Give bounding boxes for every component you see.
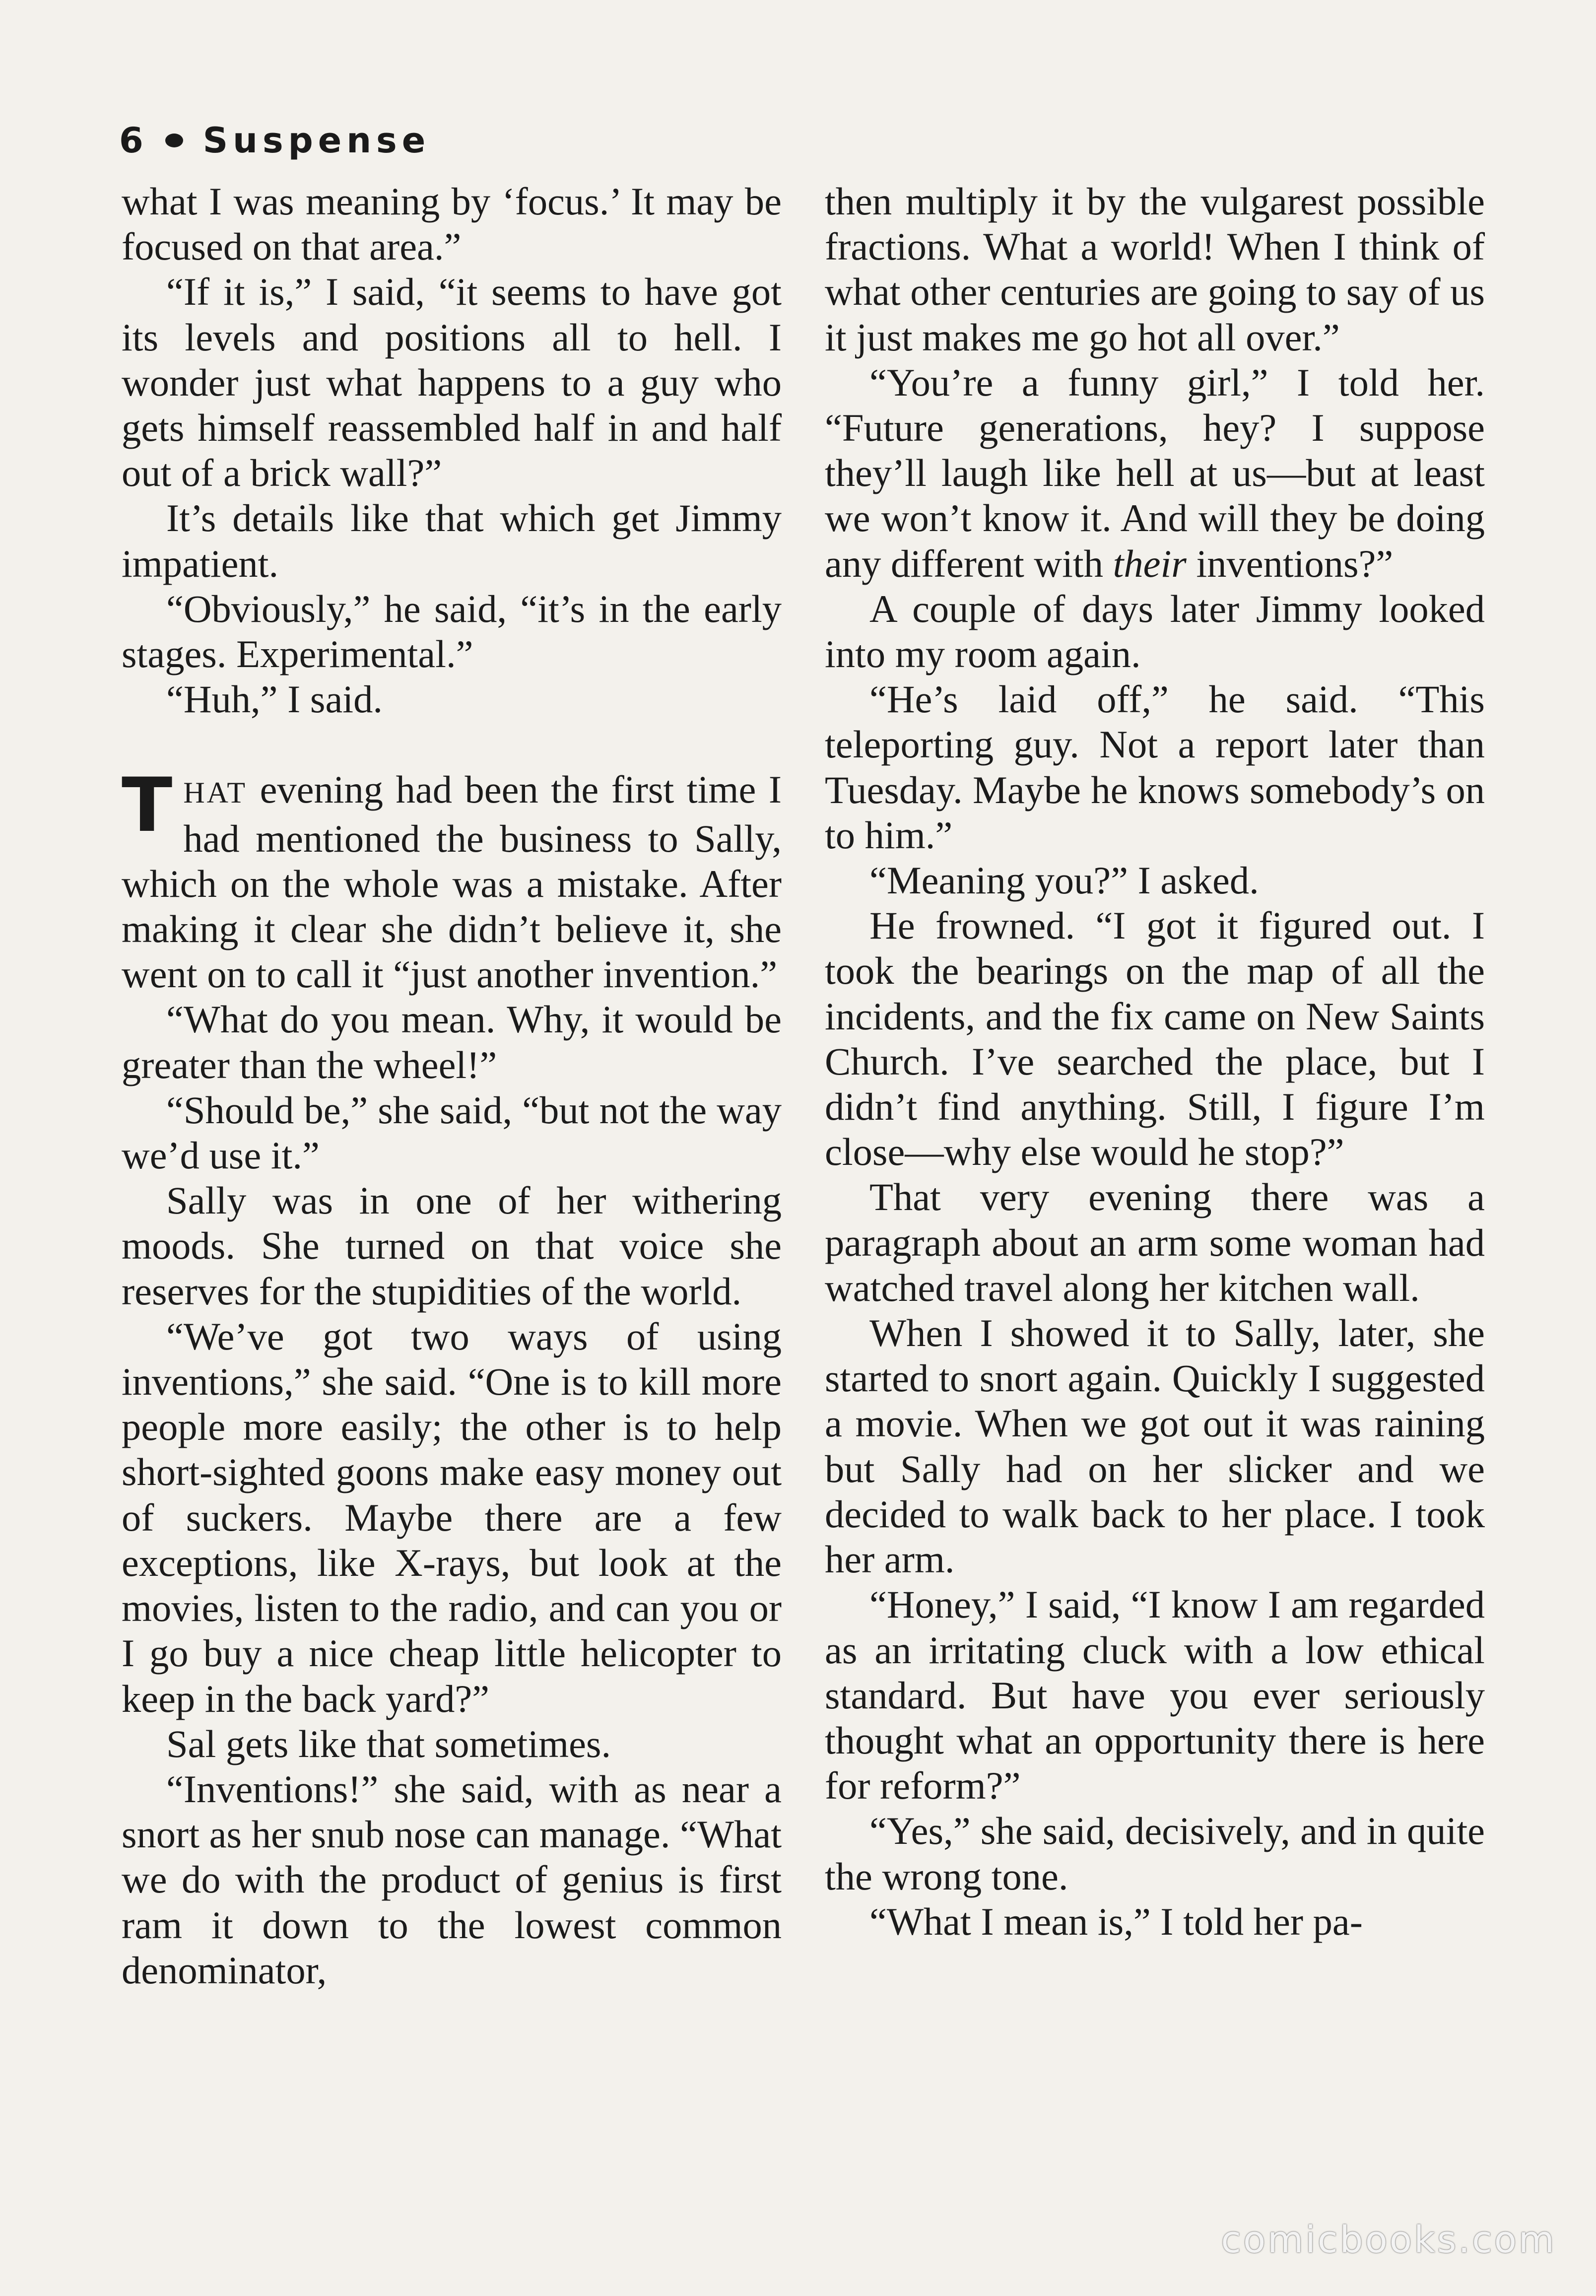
section-opening-paragraph bbox=[122, 762, 782, 997]
small-caps-lead: HAT bbox=[183, 776, 247, 810]
paragraph: “Should be,” she said, “but not the way we’d use it.” bbox=[122, 1088, 782, 1177]
left-column bbox=[122, 179, 782, 1993]
watermark: comicbooks.com bbox=[1221, 2219, 1556, 2261]
paragraph bbox=[825, 360, 1485, 586]
paragraph: It’s details like that which get Jimmy impatient. bbox=[122, 496, 782, 585]
paragraph: “He’s laid off,” he said. “This teleporting guy. Not a report later than Tuesday. Maybe he knows somebody’s on to him.” bbox=[825, 677, 1485, 857]
page-header bbox=[119, 113, 430, 168]
paragraph: “What I mean is,” I told her pa- bbox=[869, 1899, 1363, 1943]
section-text: time I had mentioned the business to Sally, which on the whole was a mistake. After making it clear she didn’t believe it, she went on to call it “just another invention.” bbox=[122, 768, 782, 996]
paragraph: A couple of days later Jimmy looked into my room again. bbox=[825, 587, 1485, 676]
section-lead: evening had been the first bbox=[247, 768, 687, 811]
italic-word: their bbox=[1113, 541, 1187, 585]
paragraph: “What do you mean. Why, it would be greater than the wheel!” bbox=[122, 998, 782, 1086]
drop-cap: T bbox=[122, 762, 173, 849]
paragraph: what I was meaning by ‘focus.’ It may be focused on that area.” bbox=[122, 180, 782, 269]
paragraph: “Inventions!” she said, with as near a snort as her snub nose can manage. “What we do with the product of genius is first ram it down to the lowest common denominator, bbox=[122, 1767, 782, 1992]
paragraph: Sally was in one of her withering moods. She turned on that voice she reserves for the stupidities of the world. bbox=[122, 1179, 782, 1313]
paragraph: “Meaning you?” I asked. bbox=[869, 859, 1259, 902]
page-number: 6 bbox=[119, 120, 148, 161]
paragraph: Sal gets like that sometimes. bbox=[166, 1722, 611, 1765]
paragraph-text: “You’re a funny girl,” I told her. “Future generations, hey? I suppose they’ll laugh like hell at us—but at least we won’t know it. And will they be doing any different with bbox=[825, 360, 1485, 585]
paragraph: When I showed it to Sally, later, she started to snort again. Quickly I suggested a movie. When we got out it was raining but Sally had on her slicker and we decided to walk back to her place. I took her arm. bbox=[825, 1311, 1485, 1581]
paragraph: “Obviously,” he said, “it’s in the early stages. Experimental.” bbox=[122, 587, 782, 676]
paragraph: He frowned. “I got it figured out. I took the bearings on the map of all the incidents, and the fix came on New Saints Church. I’ve searched the place, but I didn’t find anything. Still, I figure I’m close—why else would he stop?” bbox=[825, 904, 1485, 1174]
magazine-title: Suspense bbox=[202, 120, 431, 161]
paragraph: “If it is,” I said, “it seems to have got its levels and positions all to hell. I wonder just what happens to a guy who gets himself reassembled half in and half out of a brick wall?” bbox=[122, 270, 782, 495]
paragraph: then multiply it by the vulgarest possible fractions. What a world! When I think of what other centuries are going to say of us it just makes me go hot all over.” bbox=[825, 180, 1485, 359]
bullet-icon bbox=[165, 134, 183, 147]
paragraph: “Huh,” I said. bbox=[166, 677, 383, 721]
paragraph: “Yes,” she said, decisively, and in quite the wrong tone. bbox=[825, 1809, 1485, 1898]
paragraph: That very evening there was a paragraph about an arm some woman had watched travel along her kitchen wall. bbox=[825, 1175, 1485, 1309]
paragraph: “Honey,” I said, “I know I am regarded as an irritating cluck with a low ethical standard. But have you ever seriously thought what an opportunity there is here for reform?” bbox=[825, 1583, 1485, 1808]
paragraph-tail: inventions?” bbox=[1186, 541, 1394, 585]
right-column bbox=[825, 179, 1485, 1944]
paragraph: “We’ve got two ways of using inventions,” she said. “One is to kill more people more easily; the other is to help short-sighted goons make easy money out of suckers. Maybe there are a few exceptions, like X-rays, but look at the movies, listen to the radio, and can you or I go buy a nice cheap little helicopter to keep in the back yard?” bbox=[122, 1314, 782, 1720]
